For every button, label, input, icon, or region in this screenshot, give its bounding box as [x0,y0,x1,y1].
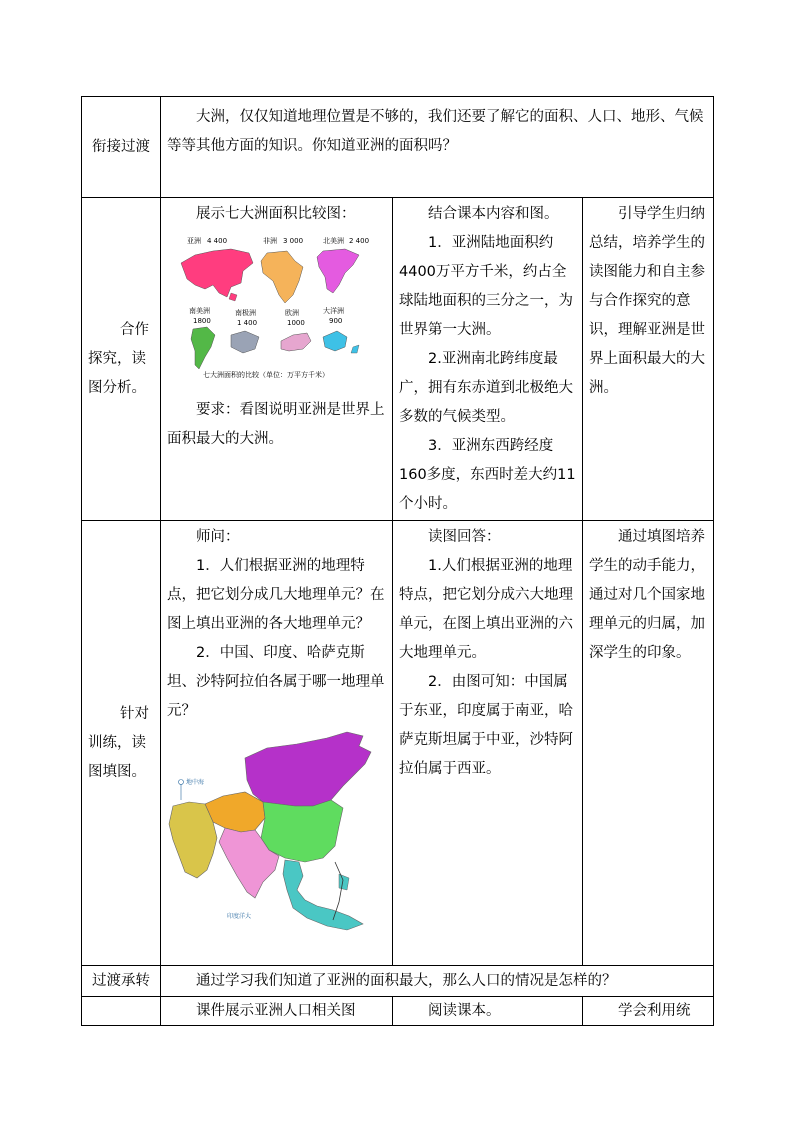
row-population [82,997,714,1026]
europe-shape [281,333,311,351]
lesson-table [81,96,714,1026]
teacher-activity: 展示七大洲面积比较图： 亚洲 4 400 非洲 3 000 北美洲 2 400 南美洲 1800 南极洲 1 400 欧洲 1000 大洋洲 900 七大洲面积的比较（单位：万平方千米） 要求：看图说明亚洲是世界上面积最大的大洲。 [161,198,393,521]
row-cooperation [82,198,714,521]
continent-label: 亚洲 [187,237,201,245]
continent-value: 1 400 [237,319,258,327]
transition-content: 大洲，仅仅知道地理位置是不够的，我们还要了解它的面积、人口、地形、气候等等其他方面的知识。你知道亚洲的面积吗？ [161,97,714,198]
asia-island [229,293,237,301]
continent-label: 北美洲 [323,237,344,245]
continent-value: 900 [329,317,343,325]
continent-value: 1800 [193,317,211,325]
southeast-asia-island [339,874,349,890]
southeast-asia-region [283,860,363,930]
continent-label: 大洋洲 [323,307,344,315]
continent-label: 南美洲 [189,307,210,315]
row-label: 衔接过渡 [82,97,161,198]
bridge-content: 通过学习我们知道了亚洲的面积最大，那么人口的情况是怎样的？ [161,966,714,997]
continent-label: 欧洲 [285,309,299,317]
africa-shape [261,251,303,303]
north-america-shape [317,249,359,293]
map-caption: 七大洲面积的比较（单位：万平方千米） [203,371,329,379]
row-label [82,997,161,1026]
asia-shape [181,249,253,297]
antarctica-shape [231,331,259,353]
south-america-shape [191,327,215,369]
oceania-shape [323,331,347,351]
student-activity: 阅读课本。 [393,997,583,1026]
continent-value: 1000 [287,319,305,327]
row-label: 针对 训练，读 图填图。 [82,521,161,966]
row-bridge [82,966,714,997]
design-intent: 学会利用统 [583,997,714,1026]
teacher-activity: 师问： 1．人们根据亚洲的地理特点，把它划分成几大地理单元？在图上填出亚洲的各大地理单元？ 2．中国、印度、哈萨克斯坦、沙特阿拉伯各属于哪一地理单元？ 地中海 印度洋大 [161,521,393,966]
continent-value: 4 400 [207,237,228,245]
map-label: 印度洋大 [227,913,252,920]
design-intent: 引导学生归纳总结，培养学生的读图能力和自主参与合作探究的意识，理解亚洲是世界上面积最大的大洲。 [583,198,714,521]
row-label: 合作 探究，读 图分析。 [82,198,161,521]
continent-label: 南极洲 [235,309,256,317]
teacher-activity: 课件展示亚洲人口相关图 [161,997,393,1026]
marker-icon [179,780,184,785]
continent-label: 非洲 [263,237,277,245]
map-label: 地中海 [186,779,205,786]
student-activity: 读图回答： 1.人们根据亚洲的地理特点，把它划分成六大地理单元，在图上填出亚洲的六大地理单元。 2．由图可知：中国属于东亚，印度属于南亚，哈萨克斯坦属于中亚，沙特阿拉伯属于西亚。 [393,521,583,966]
continent-value: 2 400 [349,237,370,245]
row-label: 过渡承转 [82,966,161,997]
continent-area-map [173,233,373,381]
design-intent: 通过填图培养学生的动手能力，通过对几个国家地理单元的归属，加深学生的印象。 [583,521,714,966]
row-transition [82,97,714,198]
north-asia-region [245,732,371,806]
oceania-island [351,345,359,353]
row-training [82,521,714,966]
asia-regions-map [167,730,389,936]
student-activity: 结合课本内容和图。 1．亚洲陆地面积约4400万平方千米，约占全球陆地面积的三分之一，为世界第一大洲。 2.亚洲南北跨纬度最广，拥有东赤道到北极绝大多数的气候类型。 3．亚洲东西跨经度160多度，东西时差大约11个小时。 [393,198,583,521]
continent-value: 3 000 [283,237,304,245]
